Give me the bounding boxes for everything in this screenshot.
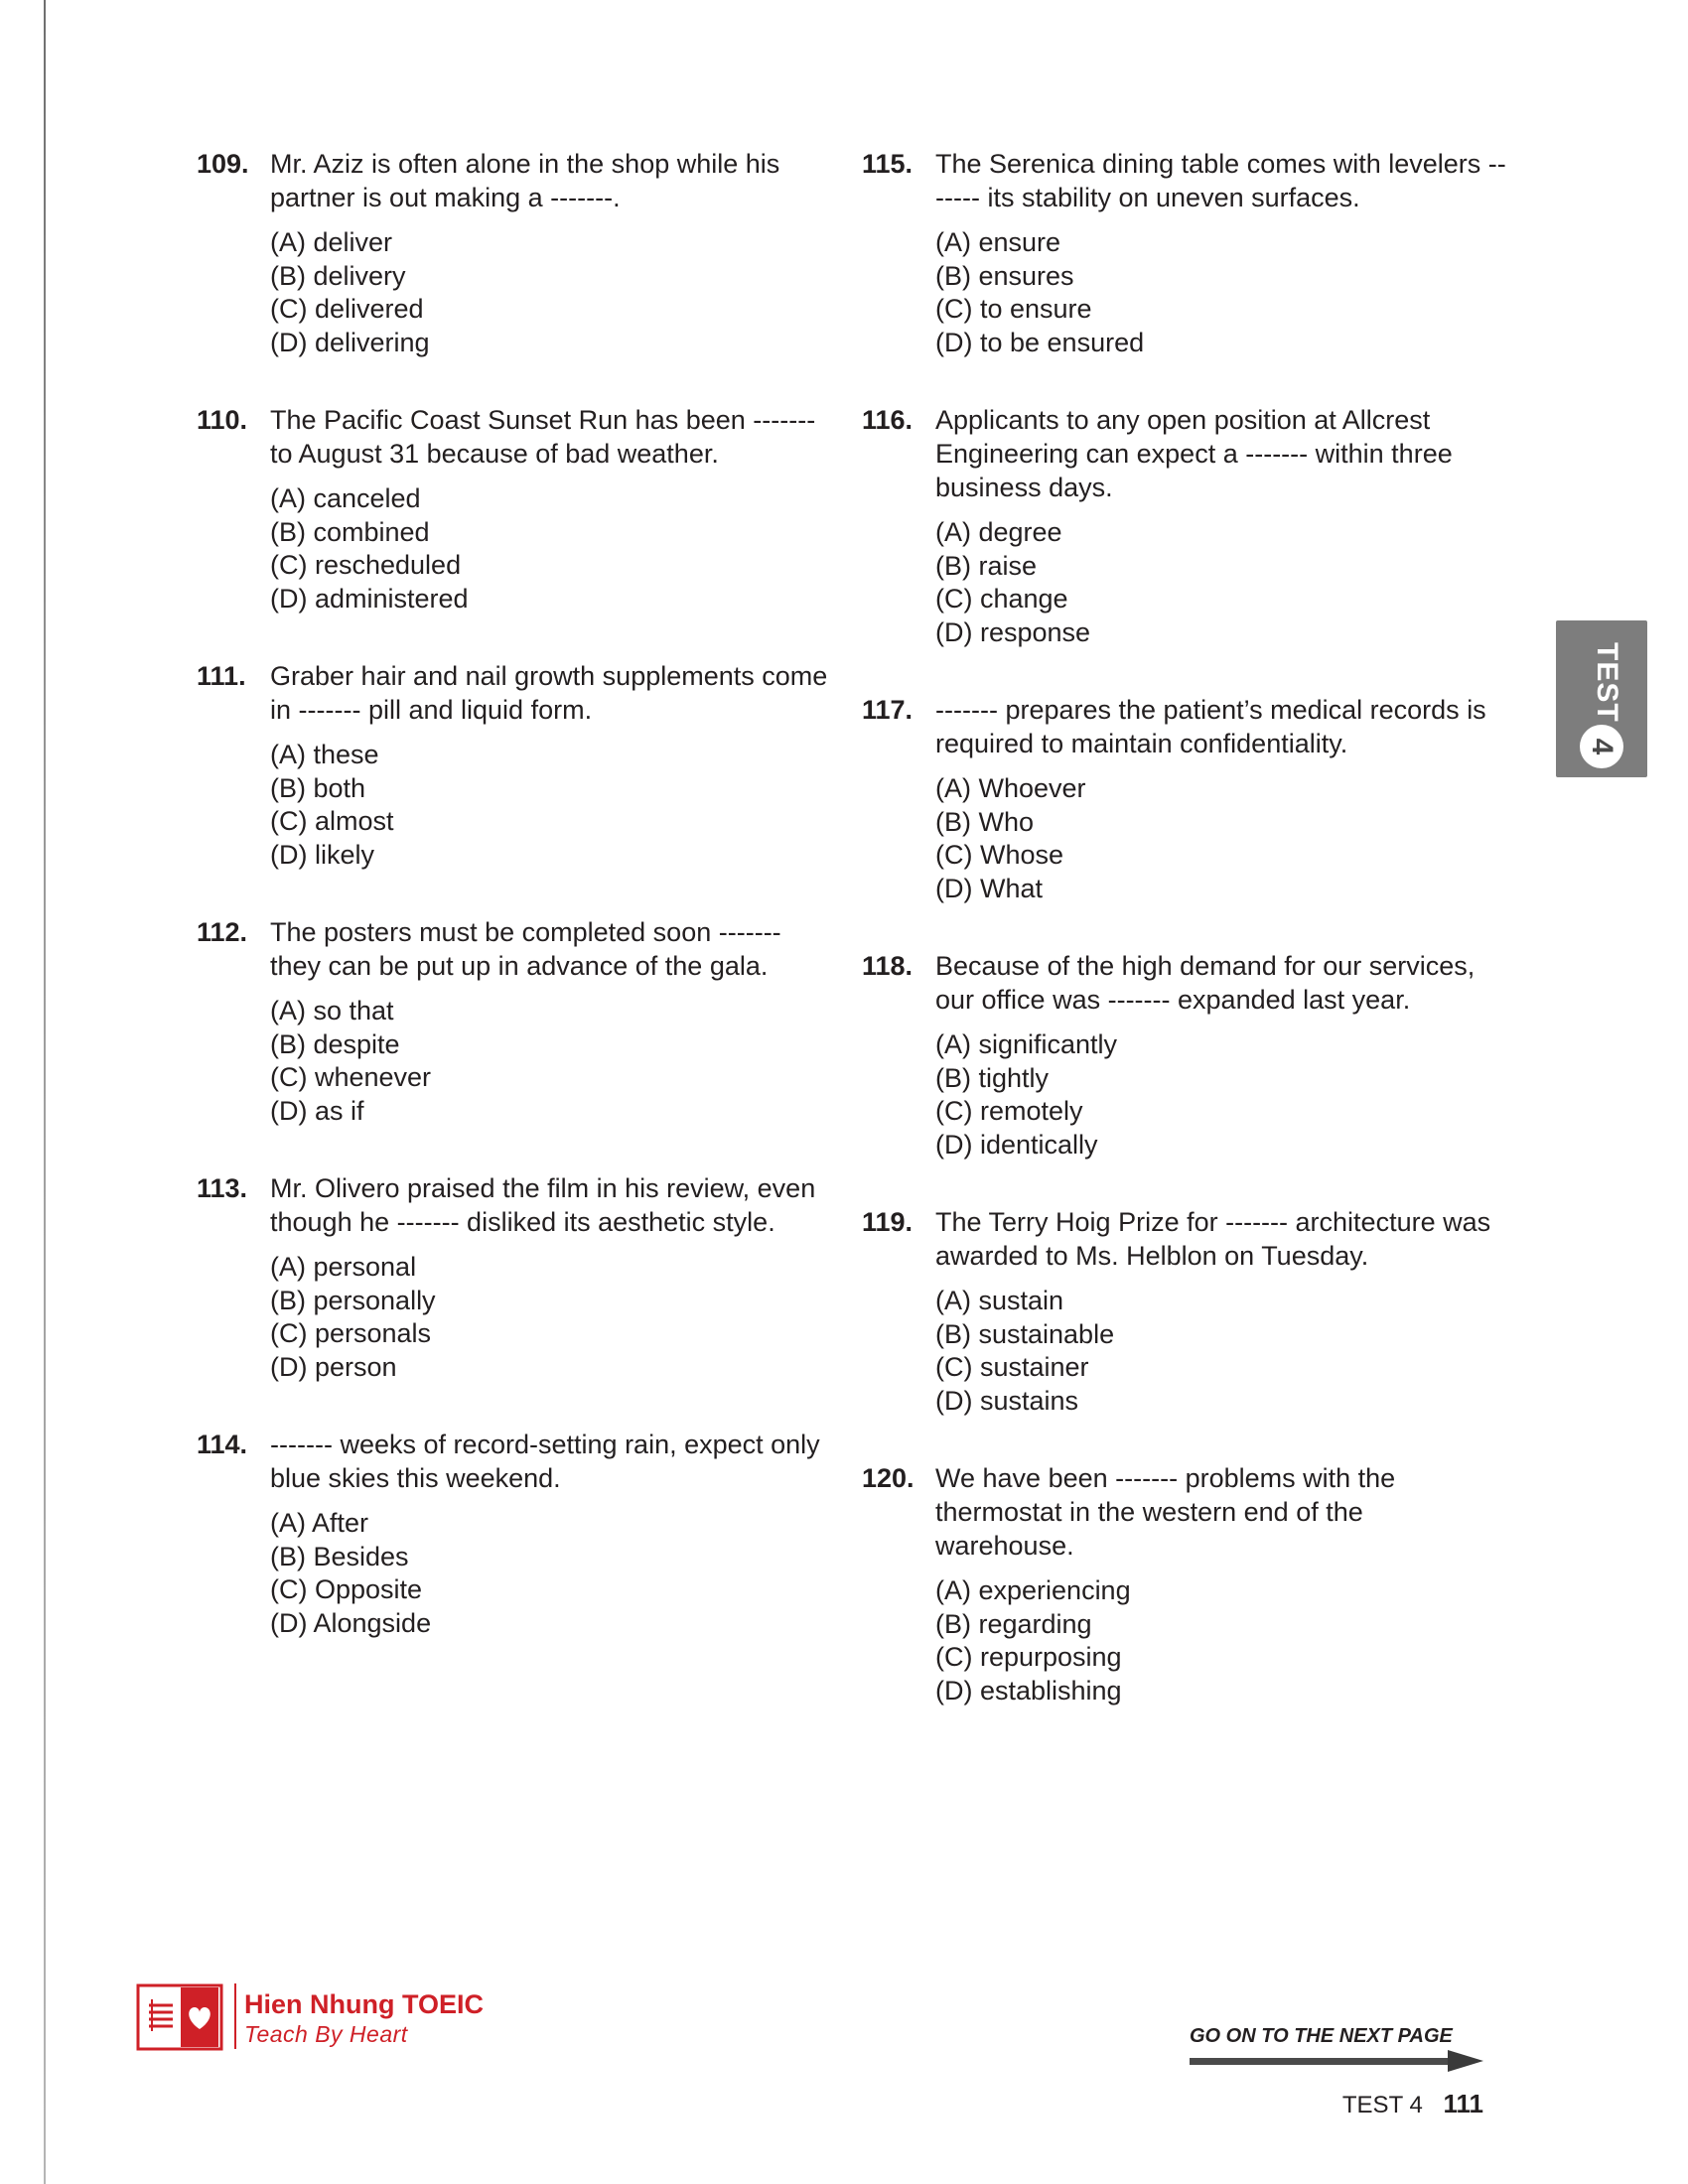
question-text: Mr. Aziz is often alone in the shop while his partner is out making a -------. — [270, 149, 780, 212]
logo-divider — [234, 1983, 236, 2049]
question-115 — [862, 147, 1507, 359]
page-number: 111 — [1443, 2089, 1483, 2118]
test-side-tab — [1556, 620, 1647, 777]
question-text: Mr. Olivero praised the film in his review, even though he ------- disliked its aesthetic style. — [270, 1173, 816, 1237]
footer-test-label: TEST 4 — [1341, 2092, 1423, 2118]
question-number: 110. — [197, 405, 248, 435]
option-a: (A) experiencing — [935, 1575, 1131, 1605]
option-d: (D) response — [935, 616, 1091, 647]
option-b: (B) delivery — [270, 260, 406, 291]
option-b: (B) ensures — [935, 260, 1074, 291]
question-number: 113. — [197, 1173, 248, 1203]
right-arrow-icon — [1188, 2049, 1485, 2073]
option-b: (B) Besides — [270, 1541, 409, 1571]
option-d: (D) Alongside — [270, 1607, 432, 1638]
question-number: 111. — [197, 661, 246, 691]
option-d: (D) establishing — [935, 1675, 1122, 1706]
question-number: 120. — [862, 1463, 914, 1493]
option-a: (A) personal — [270, 1252, 417, 1282]
option-b: (B) Who — [935, 806, 1035, 837]
option-b: (B) despite — [270, 1028, 400, 1059]
question-109 — [197, 147, 832, 359]
option-b: (B) tightly — [935, 1062, 1050, 1093]
question-119 — [862, 1205, 1507, 1418]
option-c: (C) delivered — [270, 294, 424, 324]
option-b: (B) raise — [935, 550, 1038, 581]
question-text: The posters must be completed soon ------- they can be put up in advance of the gala. — [270, 917, 781, 981]
option-a: (A) so that — [270, 996, 394, 1025]
option-c: (C) Whose — [935, 840, 1064, 870]
question-118 — [862, 949, 1507, 1161]
option-d: (D) delivering — [270, 327, 430, 357]
brand-logo — [135, 1979, 532, 2059]
question-text: The Pacific Coast Sunset Run has been ------- to August 31 because of bad weather. — [270, 405, 816, 469]
option-a: (A) After — [270, 1508, 369, 1538]
option-c: (C) repurposing — [935, 1642, 1122, 1672]
question-text: Graber hair and nail growth supplements come in ------- pill and liquid form. — [270, 661, 828, 725]
next-page-note: GO ON TO THE NEXT PAGE — [1190, 2025, 1453, 2047]
question-text: ------- prepares the patient’s medical records is required to maintain confidentiality. — [935, 695, 1486, 758]
question-text: The Serenica dining table comes with levelers ------- its stability on uneven surfaces. — [935, 149, 1506, 212]
option-b: (B) sustainable — [935, 1318, 1115, 1349]
question-113 — [197, 1171, 832, 1384]
side-tab-number: 4 — [1580, 725, 1623, 768]
option-d: (D) identically — [935, 1129, 1098, 1160]
option-d: (D) sustains — [935, 1385, 1079, 1416]
option-c: (C) rescheduled — [270, 550, 462, 580]
question-120 — [862, 1461, 1507, 1707]
option-d: (D) administered — [270, 583, 469, 614]
question-number: 116. — [862, 405, 914, 435]
question-111 — [197, 659, 832, 872]
question-117 — [862, 693, 1507, 905]
question-116 — [862, 403, 1507, 649]
scan-edge — [44, 0, 46, 2184]
option-c: (C) remotely — [935, 1096, 1083, 1126]
option-c: (C) to ensure — [935, 294, 1092, 324]
option-c: (C) almost — [270, 806, 394, 836]
question-number: 117. — [862, 695, 914, 725]
option-b: (B) personally — [270, 1285, 436, 1315]
brand-name: Hien Nhung TOEIC — [244, 1989, 484, 2019]
side-tab-label: TEST — [1591, 642, 1623, 723]
option-b: (B) both — [270, 772, 366, 803]
question-110 — [197, 403, 832, 615]
option-d: (D) to be ensured — [935, 327, 1145, 357]
question-number: 112. — [197, 917, 248, 947]
question-number: 118. — [862, 951, 914, 981]
question-column-left — [197, 147, 832, 1684]
question-column-right — [862, 147, 1507, 1751]
option-a: (A) degree — [935, 517, 1062, 547]
question-number: 119. — [862, 1207, 914, 1237]
option-c: (C) whenever — [270, 1062, 432, 1092]
option-d: (D) as if — [270, 1095, 364, 1126]
question-text: We have been ------- problems with the thermostat in the western end of the warehouse. — [935, 1463, 1396, 1561]
option-d: (D) What — [935, 873, 1043, 903]
question-text: Applicants to any open position at Allcrest Engineering can expect a ------- within three business days. — [935, 405, 1453, 502]
question-text: The Terry Hoig Prize for ------- architecture was awarded to Ms. Helblon on Tuesday. — [935, 1207, 1491, 1271]
option-b: (B) combined — [270, 516, 430, 547]
option-d: (D) person — [270, 1351, 397, 1382]
open-book-heart-icon — [135, 1979, 226, 2053]
option-d: (D) likely — [270, 839, 374, 870]
question-text: ------- weeks of record-setting rain, expect only blue skies this weekend. — [270, 1430, 820, 1493]
question-112 — [197, 915, 832, 1128]
option-a: (A) sustain — [935, 1286, 1064, 1315]
option-c: (C) Opposite — [270, 1574, 423, 1604]
option-a: (A) these — [270, 740, 379, 769]
question-number: 115. — [862, 149, 914, 179]
question-number: 109. — [197, 149, 249, 179]
option-a: (A) ensure — [935, 227, 1061, 257]
option-c: (C) change — [935, 584, 1068, 614]
brand-tagline: Teach By Heart — [244, 2021, 408, 2047]
option-c: (C) sustainer — [935, 1352, 1089, 1382]
question-number: 114. — [197, 1430, 248, 1459]
question-114 — [197, 1428, 832, 1640]
option-a: (A) canceled — [270, 483, 421, 513]
option-b: (B) regarding — [935, 1608, 1092, 1639]
option-c: (C) personals — [270, 1318, 432, 1348]
question-text: Because of the high demand for our services, our office was ------- expanded last year. — [935, 951, 1476, 1015]
option-a: (A) deliver — [270, 227, 393, 257]
page-footer — [1342, 2089, 1483, 2119]
option-a: (A) significantly — [935, 1029, 1118, 1059]
option-a: (A) Whoever — [935, 773, 1086, 803]
